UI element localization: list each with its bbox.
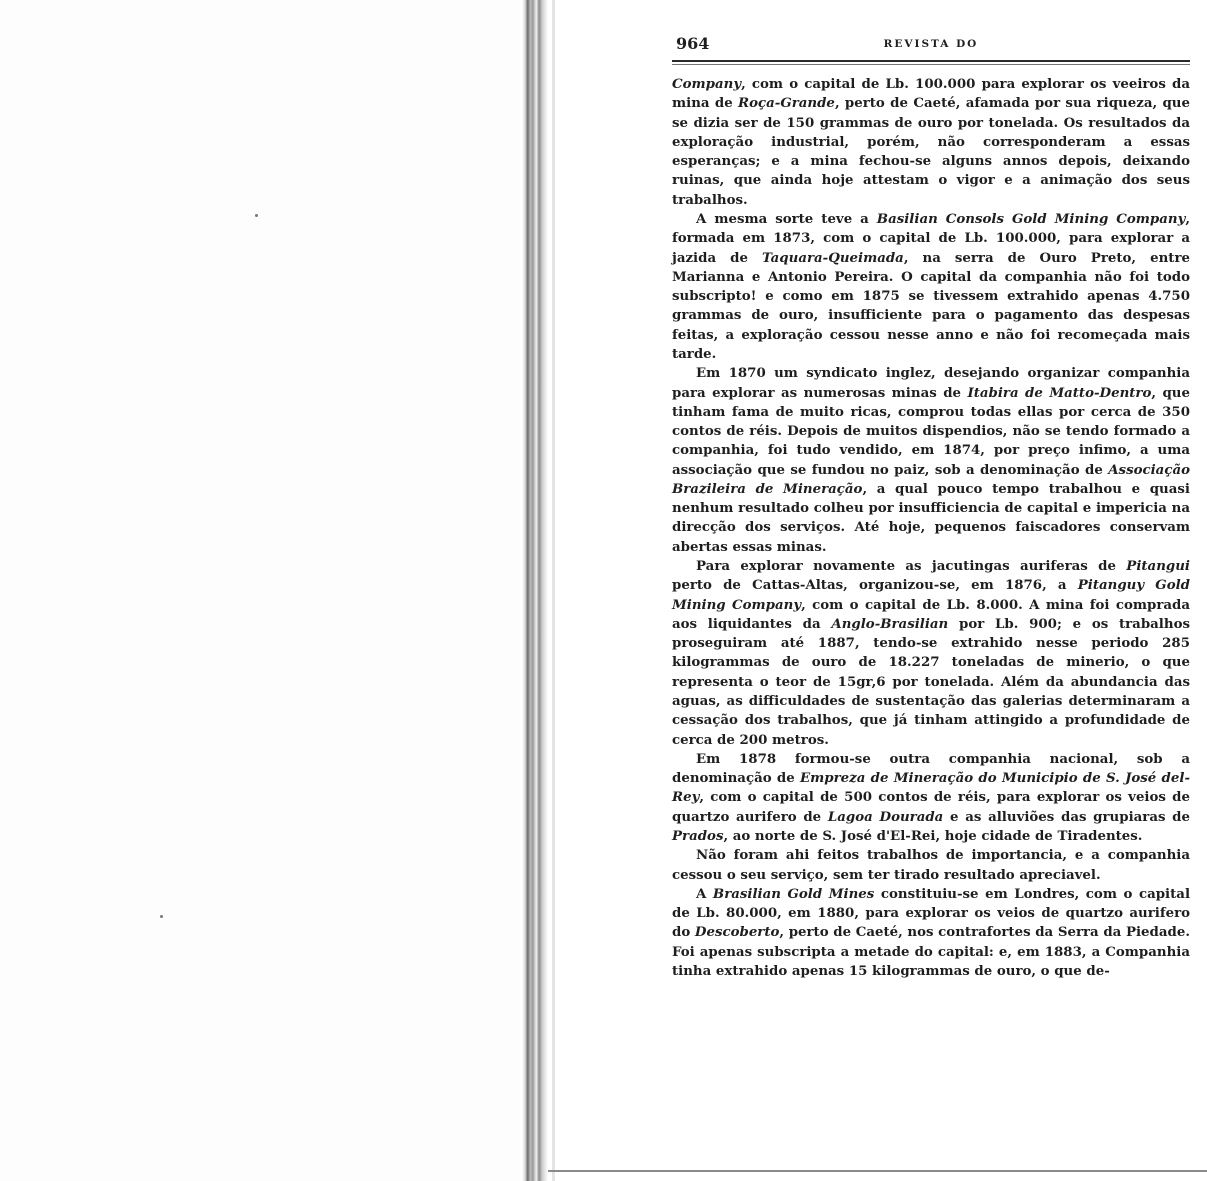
italic-name: Anglo-Brasilian [831, 615, 949, 632]
paragraph [672, 210, 1190, 364]
text-run: , a qual pouco tempo trabalhou e quasi nenhum resultado colheu por insufficiencia de capital e impericia na direcção dos serviços. Até hoje, pequenos faiscadores conservam abertas essas minas. [672, 480, 1190, 555]
paragraph [672, 885, 1190, 981]
paragraph [672, 364, 1190, 557]
page-speck [160, 915, 163, 918]
text-run: constituiu-se em Londres, com o capital de Lb. 80.000, em 1880, para explorar os veios de quartzo aurifero do [672, 885, 1191, 941]
paragraph [672, 75, 1190, 210]
body-text [672, 75, 1190, 981]
italic-name: Roça-Grande [738, 95, 835, 112]
paragraph [672, 750, 1190, 846]
header-rule [672, 60, 1190, 62]
paragraph [672, 846, 1190, 885]
header-rule-thin [672, 64, 1190, 65]
page-edge [552, 0, 555, 1181]
text-run: , ao norte de S. José d'El-Rei, hoje cidade de Tiradentes. [723, 827, 1143, 844]
text-run: , na serra de Ouro Preto, entre Marianna e Antonio Pereira. O capital da companhia não foi todo subscripto! e como em 1875 se tivessem extrahido apenas 4.750 grammas de ouro, insufficiente para o pagamento das despesas feitas, a exploração cessou nesse anno e não foi recomeçada mais tarde. [672, 249, 1190, 362]
text-run: , com o capital de 500 contos de réis, para explorar os veios de quartzo aurifero de [672, 789, 1190, 825]
page-bottom-edge [548, 1170, 1207, 1172]
italic-name: Associação Brazileira de Mineração [672, 461, 1190, 497]
italic-name: Brasilian Gold Mines [712, 885, 875, 902]
page-number: 964 [676, 34, 710, 53]
text-run: , que tinham fama de muito ricas, comprou todas ellas por cerca de 350 contos de réis. Depois de muitos dispendios, não se tendo formado a companhia, foi tudo vendido, em 1874, por preço infimo, a uma associação que se fundou no paiz, sob a denominação de [672, 384, 1190, 478]
text-run: por Lb. 900; e os trabalhos proseguiram até 1887, tendo-se extrahido nesse periodo 285 kilogrammas de ouro de 18.227 toneladas de minerio, o que representa o teor de 15gr,6 por tonelada. Além da abundancia das aguas, as difficuldades de sustentação das galerias determinaram a cessação dos trabalhos, que já tinham attingido a profundidade de cerca de 200 metros. [672, 615, 1190, 748]
text-run: , com o capital de Lb. 8.000. A mina foi comprada aos liquidantes da [672, 596, 1191, 632]
text-run: Para explorar novamente as jacutingas auriferas de [696, 558, 1127, 575]
book-spine [522, 0, 548, 1181]
text-run: , formada em 1873, com o capital de Lb. 100.000, para explorar a jazida de [672, 210, 1190, 266]
paragraph [672, 557, 1190, 750]
italic-name: Itabira de Matto-Dentro [967, 384, 1152, 401]
right-page [672, 32, 1190, 981]
text-run: A mesma sorte teve a [696, 210, 877, 227]
text-run: Não foram ahi feitos trabalhos de importancia, e a companhia cessou o seu serviço, sem ter tirado resultado apreciavel. [672, 847, 1190, 883]
italic-name: Company [672, 76, 742, 92]
italic-name: Basilian Consols Gold Mining Company [876, 210, 1186, 227]
text-run: , com o capital de Lb. 100.000 para explorar os veeiros da mina de [672, 76, 1190, 112]
italic-name: Lagoa Dourada [827, 808, 944, 825]
text-run: , perto de Caeté, nos contrafortes da Serra da Piedade. Foi apenas subscripta a metade do capital: e, em 1883, a Companhia tinha extrahido apenas 15 kilogrammas de ouro, o que de- [672, 924, 1190, 979]
text-run: Em 1870 um syndicato inglez, desejando organizar companhia para explorar as numerosas minas de [672, 365, 1190, 401]
text-run: perto de Cattas-Altas, organizou-se, em 1876, a [672, 577, 1078, 594]
italic-name: Descoberto [694, 924, 780, 941]
text-run: , perto de Caeté, afamada por sua riqueza, que se dizia ser de 150 grammas de ouro por tonelada. Os resultados da exploração industrial, porém, não corresponderam a essas esperanças; e a mina fechou-se alguns annos depois, deixando ruinas, que ainda hoje attestam o vigor e a animação dos seus trabalhos. [672, 95, 1190, 208]
running-head: REVISTA DO [883, 38, 979, 50]
italic-name: Pitanguy Gold Mining Company [672, 577, 1191, 613]
blank-left-page [0, 0, 520, 1181]
italic-name: Empreza de Mineração do Municipio de S. José del-Rey [672, 770, 1190, 806]
text-run: Em 1878 formou-se outra companhia nacional, sob a denominação de [672, 750, 1190, 787]
page-header [672, 32, 1190, 54]
italic-name: Taquara-Queimada [762, 249, 904, 266]
italic-name: Pitangui [1126, 558, 1190, 575]
text-run: A [696, 885, 713, 902]
italic-name: Prados [672, 827, 724, 844]
page-speck [255, 214, 258, 217]
text-run: e as alluviões das grupiaras de [943, 808, 1190, 825]
